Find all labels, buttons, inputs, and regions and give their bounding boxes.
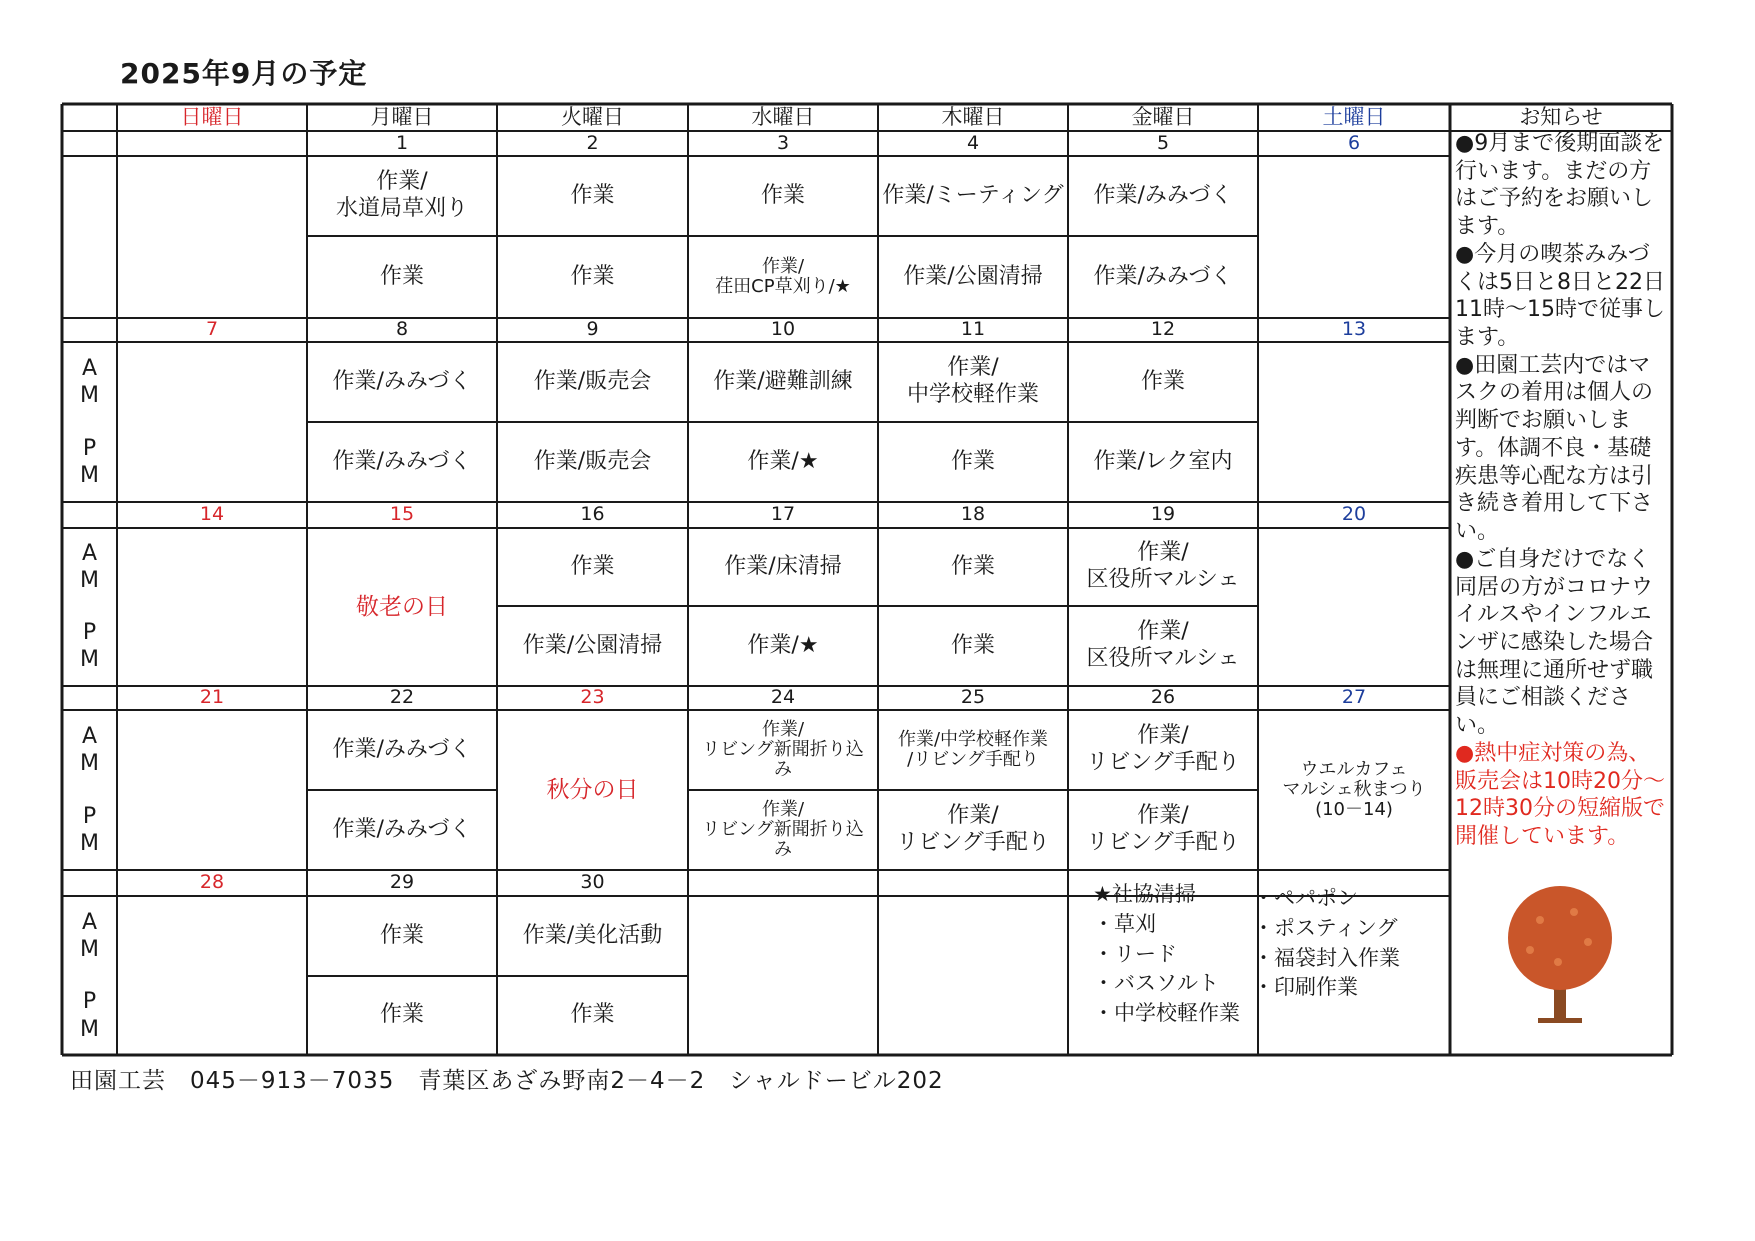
date-number: 8 (395, 318, 409, 341)
notice-panel (1455, 130, 1670, 851)
date-number: 1 (395, 131, 409, 154)
am-schedule: 作業 (570, 553, 615, 579)
notice-item: ●ご自身だけでなく同居の方がコロナウイルスやインフルエンザに感染した場合は無理に通所せず職員にご相談ください。 (1455, 546, 1654, 739)
am-schedule: 作業 (570, 182, 615, 208)
date-number: 30 (580, 871, 605, 894)
date-number: 22 (389, 686, 415, 709)
date-number: 24 (770, 686, 796, 709)
am-schedule: 作業/みみづく (1093, 182, 1233, 208)
date-number: 3 (776, 131, 790, 154)
date-number: 4 (966, 131, 980, 154)
am-label: A M (80, 355, 99, 408)
am-schedule: 作業/美化活動 (522, 922, 663, 948)
notice-item: ●9月まで後期面談を行います。まだの方はご予約をお願いします。 (1455, 131, 1665, 240)
am-schedule: 作業/ リビング新聞折り込 み (702, 718, 864, 781)
am-label: A M (80, 540, 99, 593)
pm-schedule: 作業/販売会 (533, 448, 652, 474)
date-number (688, 870, 878, 896)
date-number: 26 (1150, 686, 1176, 709)
date-number: 17 (770, 503, 796, 526)
date-number: 27 (1341, 686, 1367, 709)
pm-schedule: 作業 (950, 632, 995, 658)
notice-item: ●熱中症対策の為、販売会は10時20分～12時30分の短縮版で開催しています。 (1455, 740, 1665, 849)
date-number: 13 (1341, 318, 1367, 341)
date-number: 19 (1150, 503, 1176, 526)
notice-header: お知らせ (1519, 104, 1603, 129)
am-schedule: 作業/ミーティング (882, 182, 1064, 208)
pm-schedule: 作業/ リビング手配り (896, 803, 1050, 855)
pm-schedule: 作業/ 荏田CP草刈り/★ (715, 255, 851, 297)
date-number: 10 (770, 318, 796, 341)
legend-item: ・リード (1093, 941, 1177, 966)
am-schedule: 作業/みみづく (332, 368, 472, 394)
am-label: A M (80, 909, 99, 962)
date-number: 28 (199, 871, 225, 894)
am-schedule: 作業/中学校軽作業 /リビング手配り (897, 728, 1049, 770)
date-number: 11 (960, 318, 986, 341)
pm-schedule: 作業/★ (747, 632, 819, 658)
date-number: 15 (389, 503, 415, 526)
pm-schedule: 作業/公園清掃 (903, 263, 1043, 289)
date-number: 2 (586, 131, 599, 154)
am-schedule: 作業/避難訓練 (713, 368, 853, 394)
am-schedule: 作業/ 区役所マルシェ (1086, 540, 1240, 592)
date-number: 5 (1156, 131, 1170, 154)
pm-schedule: 作業 (379, 1002, 424, 1028)
am-schedule: 作業 (379, 922, 424, 948)
pm-schedule: 作業 (950, 448, 995, 474)
date-number (117, 131, 307, 156)
notice-item: ●今月の喫茶みみづくは5日と8日と22日11時～15時で従事します。 (1455, 241, 1665, 351)
pm-schedule: 作業 (379, 263, 424, 289)
holiday-label: 敬老の日 (356, 593, 448, 620)
date-number: 23 (580, 686, 605, 709)
legend-item: ・草刈 (1093, 911, 1156, 936)
weekday-header: 木曜日 (941, 104, 1005, 129)
am-schedule: 作業/販売会 (533, 368, 652, 394)
notice-item: ●田園工芸内ではマスクの着用は個人の判断でお願いします。体調不良・基礎疾患等心配な方は引き続き着用して下さい。 (1455, 352, 1654, 545)
am-schedule: 作業/ 中学校軽作業 (906, 355, 1039, 407)
pm-schedule: 作業/★ (747, 448, 819, 474)
pm-schedule: 作業/公園清掃 (522, 632, 663, 658)
pm-schedule: 作業/みみづく (1093, 263, 1233, 289)
pm-schedule: 作業 (570, 1002, 615, 1028)
legend-item: ★社協清掃 (1093, 882, 1196, 906)
am-schedule: 作業/ 水道局草刈り (335, 169, 468, 221)
pm-schedule: 作業 (570, 263, 615, 289)
pm-label: P M (80, 619, 99, 672)
weekday-header: 日曜日 (180, 104, 244, 129)
legend-item: ・福袋封入作業 (1253, 945, 1400, 970)
event-label: ウエルカフェ マルシェ秋まつり (10－14) (1282, 758, 1426, 821)
page-title: 2025年9月の予定 (120, 57, 368, 90)
date-number: 6 (1347, 131, 1361, 154)
pm-schedule: 作業/みみづく (332, 816, 472, 842)
am-schedule: 作業/みみづく (332, 736, 472, 762)
legend-left-list (1093, 880, 1240, 1029)
legend-item: ・ポスティング (1253, 915, 1398, 940)
date-number: 20 (1341, 503, 1367, 526)
pm-schedule: 作業/レク室内 (1093, 448, 1233, 474)
weekday-header: 水曜日 (751, 104, 815, 129)
date-number: 12 (1150, 318, 1176, 341)
pm-label: P M (80, 435, 99, 488)
am-schedule: 作業 (950, 553, 995, 579)
date-number (878, 870, 1068, 896)
holiday-label: 秋分の日 (546, 776, 639, 803)
pm-label: P M (80, 803, 99, 856)
am-schedule: 作業 (760, 182, 805, 208)
am-label: A M (80, 723, 99, 776)
date-number: 16 (580, 503, 605, 526)
date-number: 18 (960, 503, 986, 526)
legend-item: ・印刷作業 (1253, 975, 1358, 1000)
date-number: 7 (205, 318, 219, 341)
am-schedule: 作業/ リビング手配り (1086, 723, 1240, 775)
footer-contact: 田園工芸 045－913－7035 青葉区あざみ野南2－4－2 シャルドービル202 (70, 1068, 944, 1094)
weekday-header: 月曜日 (370, 104, 434, 129)
date-number: 29 (389, 871, 415, 894)
weekday-header: 土曜日 (1322, 104, 1386, 129)
weekday-header: 火曜日 (561, 104, 624, 129)
pm-schedule: 作業/ リビング手配り (1086, 803, 1240, 855)
am-schedule: 作業 (1140, 368, 1185, 394)
pm-schedule: 作業/ 区役所マルシェ (1086, 619, 1240, 671)
pm-schedule: 作業/みみづく (332, 448, 472, 474)
date-number: 21 (199, 686, 225, 709)
autumn-tree-icon (1500, 880, 1620, 1030)
legend-item: ・ペパポン (1253, 886, 1358, 910)
legend-item: ・中学校軽作業 (1093, 1001, 1240, 1026)
legend-right-list (1253, 884, 1400, 1003)
weekday-header: 金曜日 (1131, 104, 1195, 129)
am-schedule: 作業/床清掃 (724, 553, 842, 579)
pm-schedule: 作業/ リビング新聞折り込 み (702, 798, 864, 861)
legend-item: ・バスソルト (1093, 971, 1219, 996)
date-number: 9 (586, 318, 599, 341)
pm-label: P M (80, 989, 99, 1042)
date-number: 14 (199, 503, 225, 526)
date-number: 25 (960, 686, 986, 709)
